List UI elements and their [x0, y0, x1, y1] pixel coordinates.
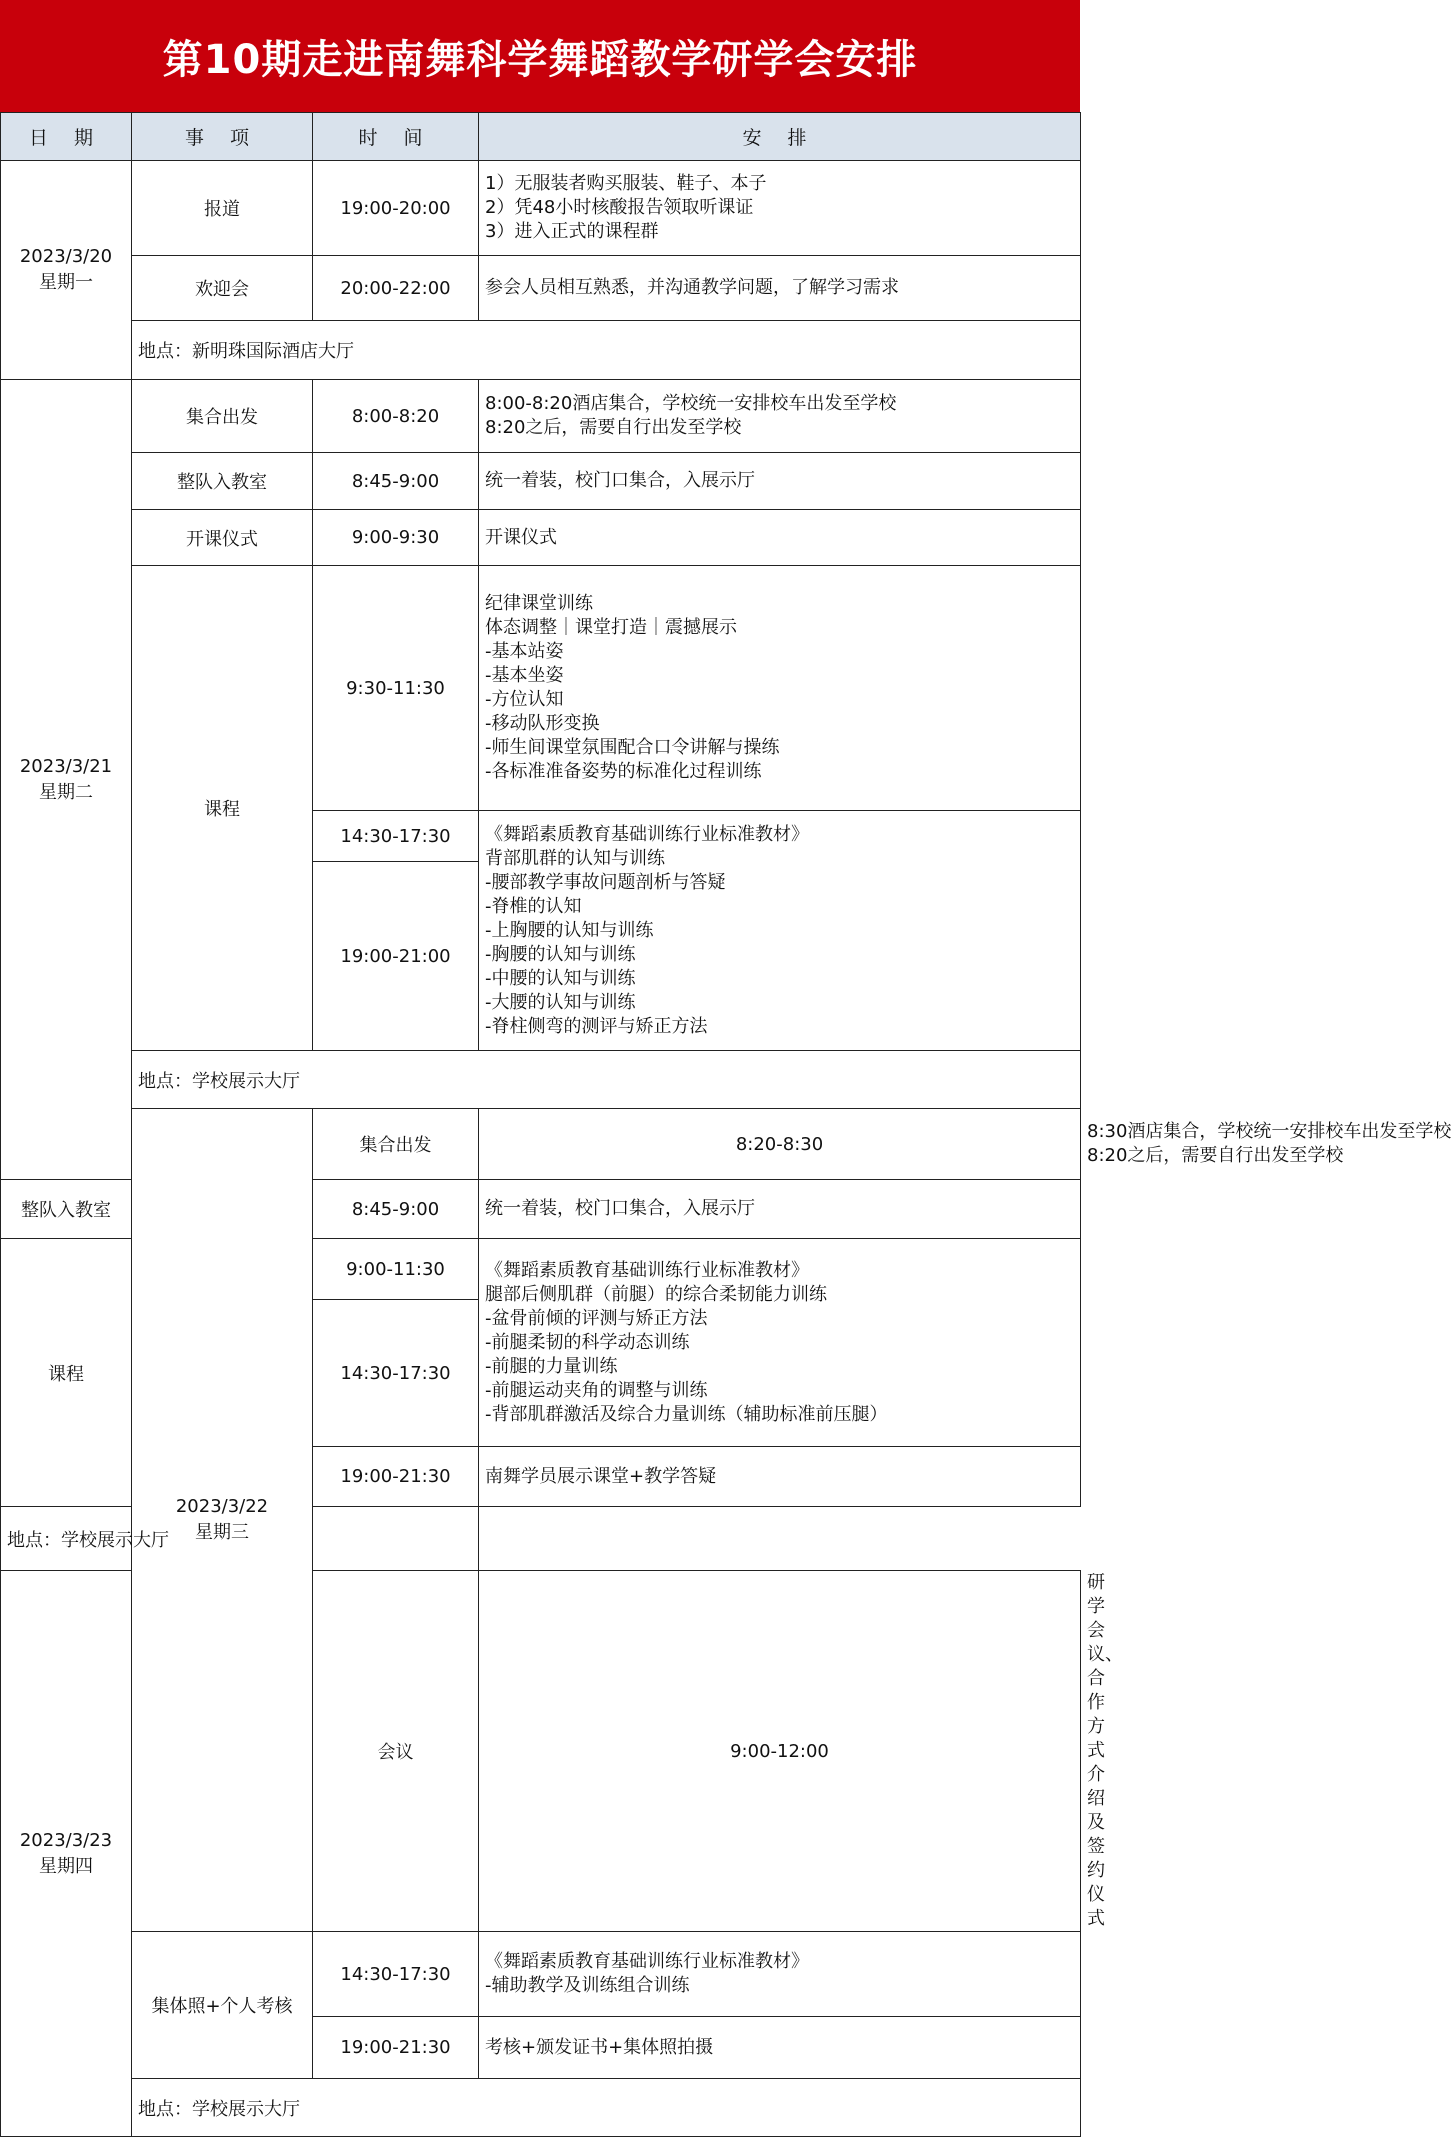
- location-row: [1, 2079, 1081, 2137]
- item-cell: 整队入教室: [1, 1180, 132, 1239]
- arrangement-line: -基本站姿: [485, 641, 564, 662]
- location-row: [1, 1051, 1081, 1109]
- table-row: [1, 453, 1081, 510]
- item-cell: 开课仪式: [132, 510, 313, 566]
- location-cell: 地点：学校展示大厅: [1, 1507, 479, 1571]
- time-cell: 8:45-9:00: [313, 1180, 479, 1239]
- arrangement-cell: 南舞学员展示课堂+教学答疑: [479, 1447, 1081, 1507]
- header-date: 日 期: [1, 113, 132, 161]
- header-arrangement: 安 排: [479, 113, 1081, 161]
- arrangement-line: 8:20之后，需要自行出发至学校: [485, 417, 742, 438]
- arrangement-cell: [479, 1239, 1081, 1447]
- arrangement-line: -盆骨前倾的评测与矫正方法: [485, 1307, 708, 1329]
- arrangement-line: 《舞蹈素质教育基础训练行业标准教材》: [485, 1259, 809, 1281]
- time-cell: 19:00-21:00: [313, 862, 479, 1051]
- time-cell: 8:45-9:00: [313, 453, 479, 510]
- date-text: 2023/3/23: [19, 1829, 113, 1851]
- header-item: 事 项: [132, 113, 313, 161]
- time-cell: 19:00-20:00: [313, 161, 479, 256]
- arrangement-cell: 统一着装，校门口集合，入展示厅: [479, 1180, 1081, 1239]
- item-cell: 集体照+个人考核: [132, 1932, 313, 2079]
- arrangement-line: 体态调整｜课堂打造｜震撼展示: [485, 617, 737, 638]
- schedule-table: [0, 112, 1451, 2137]
- page-title: 第10期走进南舞科学舞蹈教学研学会安排: [0, 0, 1080, 112]
- item-cell: 欢迎会: [132, 256, 313, 321]
- time-cell: 9:00-9:30: [313, 510, 479, 566]
- time-cell: 19:00-21:30: [313, 1447, 479, 1507]
- location-cell: 地点：学校展示大厅: [132, 2079, 1081, 2137]
- table-row: 2023/3/22 星期三 集合出发 8:20-8:30 8:30酒店集合，学校统一安排校车出发至学校 8:20之后，需要自行出发至学校: [1, 1109, 1081, 1180]
- time-cell: 8:20-8:30: [479, 1109, 1081, 1180]
- item-cell: 报道: [132, 161, 313, 256]
- table-row: 2023/3/23 星期四 会议 9:00-12:00 研学会议、合作方式介绍及签约仪式: [1, 1571, 1081, 1932]
- location-cell: 地点：新明珠国际酒店大厅: [132, 321, 1081, 380]
- arrangement-cell: 统一着装，校门口集合，入展示厅: [479, 453, 1081, 510]
- arrangement-cell: [479, 161, 1081, 256]
- arrangement-line: -前腿柔韧的科学动态训练: [485, 1331, 690, 1353]
- arrangement-line: -基本坐姿: [485, 665, 564, 686]
- item-cell: 整队入教室: [132, 453, 313, 510]
- date-cell: [1, 380, 132, 1180]
- arrangement-cell: [479, 380, 1081, 453]
- date-cell: [1, 1571, 132, 2137]
- item-cell: 会议: [313, 1571, 479, 1932]
- time-cell: 8:00-8:20: [313, 380, 479, 453]
- weekday-text: 星期二: [39, 781, 93, 803]
- arrangement-cell: 考核+颁发证书+集体照拍摄: [479, 2017, 1081, 2079]
- arrangement-line: -师生间课堂氛围配合口令讲解与操练: [485, 737, 780, 758]
- arrangement-line: -方位认知: [485, 689, 564, 710]
- table-row: [1, 566, 1081, 811]
- time-cell: 19:00-21:30: [313, 2017, 479, 2079]
- time-cell: 9:30-11:30: [313, 566, 479, 811]
- time-cell: 9:00-12:00: [479, 1571, 1081, 1932]
- table-row: [1, 161, 1081, 256]
- table-header-row: [1, 113, 1081, 161]
- date-text: 2023/3/20: [19, 246, 113, 267]
- arrangement-cell: 开课仪式: [479, 510, 1081, 566]
- arrangement-cell: [479, 1932, 1081, 2017]
- item-cell: 集合出发: [313, 1109, 479, 1180]
- arrangement-line: 纪律课堂训练: [485, 593, 593, 614]
- arrangement-line: -上胸腰的认知与训练: [485, 919, 654, 941]
- arrangement-line: -前腿的力量训练: [485, 1355, 618, 1377]
- table-row: [1, 1932, 1081, 2017]
- arrangement-line: 背部肌群的认知与训练: [485, 847, 665, 869]
- item-cell: 集合出发: [132, 380, 313, 453]
- arrangement-line: 参会人员相互熟悉，并沟通教学问题，了解学习需求: [485, 277, 899, 298]
- arrangement-line: -脊椎的认知: [485, 895, 582, 917]
- header-time: 时 间: [313, 113, 479, 161]
- location-row: [1, 321, 1081, 380]
- arrangement-line: 3）进入正式的课程群: [485, 221, 659, 242]
- arrangement-line: -胸腰的认知与训练: [485, 943, 636, 965]
- time-cell: 20:00-22:00: [313, 256, 479, 321]
- arrangement-line: -前腿运动夹角的调整与训练: [485, 1379, 708, 1401]
- table-row: [1, 380, 1081, 453]
- weekday-text: 星期三: [195, 1522, 249, 1543]
- arrangement-line: -腰部教学事故问题剖析与答疑: [485, 871, 726, 893]
- arrangement-line: -脊柱侧弯的测评与矫正方法: [485, 1015, 708, 1037]
- arrangement-line: -辅助教学及训练组合训练: [485, 1975, 690, 1996]
- time-cell: 14:30-17:30: [313, 1300, 479, 1447]
- arrangement-line: 《舞蹈素质教育基础训练行业标准教材》: [485, 1951, 809, 1972]
- arrangement-line: 2）凭48小时核酸报告领取听课证: [485, 197, 754, 218]
- table-row: [1, 510, 1081, 566]
- time-cell: 14:30-17:30: [313, 1932, 479, 2017]
- arrangement-line: 《舞蹈素质教育基础训练行业标准教材》: [485, 823, 809, 845]
- time-cell: 14:30-17:30: [313, 811, 479, 862]
- location-row: [1, 1507, 1081, 1571]
- arrangement-line: 1）无服装者购买服装、鞋子、本子: [485, 173, 767, 194]
- weekday-text: 星期一: [39, 272, 93, 293]
- arrangement-line: 腿部后侧肌群（前腿）的综合柔韧能力训练: [485, 1283, 827, 1305]
- arrangement-cell: [479, 811, 1081, 1051]
- table-row: [1, 256, 1081, 321]
- arrangement-line: -背部肌群激活及综合力量训练（辅助标准前压腿）: [485, 1403, 888, 1425]
- weekday-text: 星期四: [39, 1855, 93, 1877]
- arrangement-line: -各标准准备姿势的标准化过程训练: [485, 761, 762, 782]
- date-text: 2023/3/22: [175, 1496, 269, 1517]
- location-cell: 地点：学校展示大厅: [132, 1051, 1081, 1109]
- item-cell: 课程: [1, 1239, 132, 1507]
- arrangement-cell: [479, 256, 1081, 321]
- arrangement-line: 8:00-8:20酒店集合，学校统一安排校车出发至学校: [485, 393, 897, 414]
- item-cell: 课程: [132, 566, 313, 1051]
- time-cell: 9:00-11:30: [313, 1239, 479, 1300]
- arrangement-line: -中腰的认知与训练: [485, 967, 636, 989]
- arrangement-line: -移动队形变换: [485, 713, 600, 734]
- date-text: 2023/3/21: [19, 755, 113, 777]
- arrangement-line: -大腰的认知与训练: [485, 991, 636, 1013]
- date-cell: [1, 161, 132, 380]
- arrangement-cell: [479, 566, 1081, 811]
